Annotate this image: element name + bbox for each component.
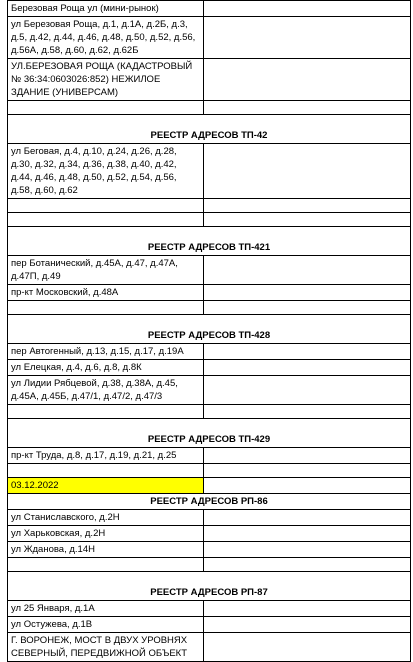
- empty-cell: [8, 301, 204, 315]
- section-header-text: РЕЕСТР АДРЕСОВ ТП-428: [147, 330, 271, 341]
- address-row: [8, 510, 411, 526]
- address-cell: ул Станиславского, д.2Н: [8, 510, 204, 526]
- registry-section-header-row: [8, 572, 411, 601]
- empty-cell: [204, 601, 411, 617]
- empty-cell: [8, 464, 204, 478]
- address-cell: ул Березовая Роща, д.1, д.1А, д.2Б, д.3, д.5, д.42, д.44, д.46, д.48, д.50, д.52, д.56, д.56А, д.58, д.60, д.62, д.62Б: [8, 17, 204, 59]
- empty-cell: [204, 144, 411, 199]
- empty-row: [8, 558, 411, 572]
- empty-row: [8, 301, 411, 315]
- registry-body: [8, 1, 411, 662]
- address-cell: ул Лидии Рябцевой, д.38, д.38А, д.45, д.45А, д.45Б, д.47/1, д.47/2, д.47/3: [8, 376, 204, 405]
- address-cell: ул Остужева, д.1В: [8, 617, 204, 633]
- section-header-text: РЕЕСТР АДРЕСОВ ТП-429: [147, 434, 271, 445]
- empty-cell: [204, 633, 411, 662]
- registry-section-header-row: [8, 494, 411, 510]
- empty-cell: [204, 17, 411, 59]
- address-cell: пр-кт Труда, д.8, д.17, д.19, д.21, д.25: [8, 448, 204, 464]
- section-header: РЕЕСТР АДРЕСОВ РП-86: [8, 494, 411, 510]
- empty-row: [8, 199, 411, 213]
- empty-cell: [204, 464, 411, 478]
- empty-cell: [204, 256, 411, 285]
- date-cell: 03.12.2022: [8, 478, 204, 494]
- address-row: [8, 285, 411, 301]
- empty-row: [8, 464, 411, 478]
- registry-section-header-row: [8, 315, 411, 344]
- registry-section-header-row: [8, 115, 411, 144]
- address-registry-sheet: [7, 0, 410, 662]
- address-cell: ул 25 Января, д.1А: [8, 601, 204, 617]
- empty-cell: [204, 344, 411, 360]
- section-header: [8, 315, 411, 344]
- empty-cell: [204, 478, 411, 494]
- empty-cell: [204, 542, 411, 558]
- address-cell: пер Автогенный, д.13, д.15, д.17, д.19А: [8, 344, 204, 360]
- empty-cell: [204, 405, 411, 419]
- address-row: [8, 144, 411, 199]
- address-row: [8, 617, 411, 633]
- section-header: [8, 419, 411, 448]
- address-row: [8, 633, 411, 662]
- address-row: [8, 542, 411, 558]
- empty-cell: [204, 617, 411, 633]
- empty-cell: [204, 199, 411, 213]
- section-header-text: РЕЕСТР АДРЕСОВ РП-87: [150, 587, 268, 598]
- address-row: [8, 526, 411, 542]
- empty-row: [8, 213, 411, 227]
- empty-cell: [8, 213, 204, 227]
- address-row: [8, 17, 411, 59]
- address-row: [8, 1, 411, 17]
- address-cell: пр-кт Московский, д.48А: [8, 285, 204, 301]
- address-cell: ул Елецкая, д.4, д.6, д.8, д.8К: [8, 360, 204, 376]
- address-row: [8, 360, 411, 376]
- address-row: [8, 256, 411, 285]
- empty-cell: [204, 301, 411, 315]
- date-row: [8, 478, 411, 494]
- address-cell: ул Харьковская, д.2Н: [8, 526, 204, 542]
- empty-cell: [8, 405, 204, 419]
- empty-cell: [8, 199, 204, 213]
- address-row: [8, 448, 411, 464]
- address-cell: ул Жданова, д.14Н: [8, 542, 204, 558]
- registry-section-header-row: [8, 227, 411, 256]
- empty-cell: [204, 448, 411, 464]
- address-row: [8, 59, 411, 101]
- section-header: [8, 115, 411, 144]
- empty-cell: [204, 285, 411, 301]
- address-cell: ул Беговая, д.4, д.10, д.24, д.26, д.28, д.30, д.32, д.34, д.36, д.38, д.40, д.42, д.44, д.46, д.48, д.50, д.52, д.54, д.56, д.58, д.60, д.62: [8, 144, 204, 199]
- empty-row: [8, 101, 411, 115]
- registry-section-header-row: [8, 419, 411, 448]
- empty-cell: [204, 526, 411, 542]
- section-header-text: РЕЕСТР АДРЕСОВ ТП-42: [150, 130, 268, 141]
- section-header-text: РЕЕСТР АДРЕСОВ ТП-421: [147, 242, 271, 253]
- empty-cell: [204, 376, 411, 405]
- address-cell: пер Ботанический, д.45А, д.47, д.47А, д.47П, д.49: [8, 256, 204, 285]
- address-row: [8, 376, 411, 405]
- empty-row: [8, 405, 411, 419]
- address-cell: Г. ВОРОНЕЖ, МОСТ В ДВУХ УРОВНЯХ СЕВЕРНЫЙ, ПЕРЕДВИЖНОЙ ОБЪЕКТ: [8, 633, 204, 662]
- empty-cell: [204, 1, 411, 17]
- empty-cell: [204, 213, 411, 227]
- address-registry-table: [7, 0, 411, 662]
- empty-cell: [204, 558, 411, 572]
- address-row: [8, 344, 411, 360]
- empty-cell: [204, 101, 411, 115]
- address-cell: Березовая Роща ул (мини-рынок): [8, 1, 204, 17]
- empty-cell: [8, 101, 204, 115]
- section-header: [8, 572, 411, 601]
- address-row: [8, 601, 411, 617]
- empty-cell: [204, 59, 411, 101]
- empty-cell: [204, 360, 411, 376]
- empty-cell: [8, 558, 204, 572]
- section-header: [8, 227, 411, 256]
- address-cell: УЛ.БЕРЕЗОВАЯ РОЩА (КАДАСТРОВЫЙ № 36:34:0603026:852) НЕЖИЛОЕ ЗДАНИЕ (УНИВЕРСАМ): [8, 59, 204, 101]
- empty-cell: [204, 510, 411, 526]
